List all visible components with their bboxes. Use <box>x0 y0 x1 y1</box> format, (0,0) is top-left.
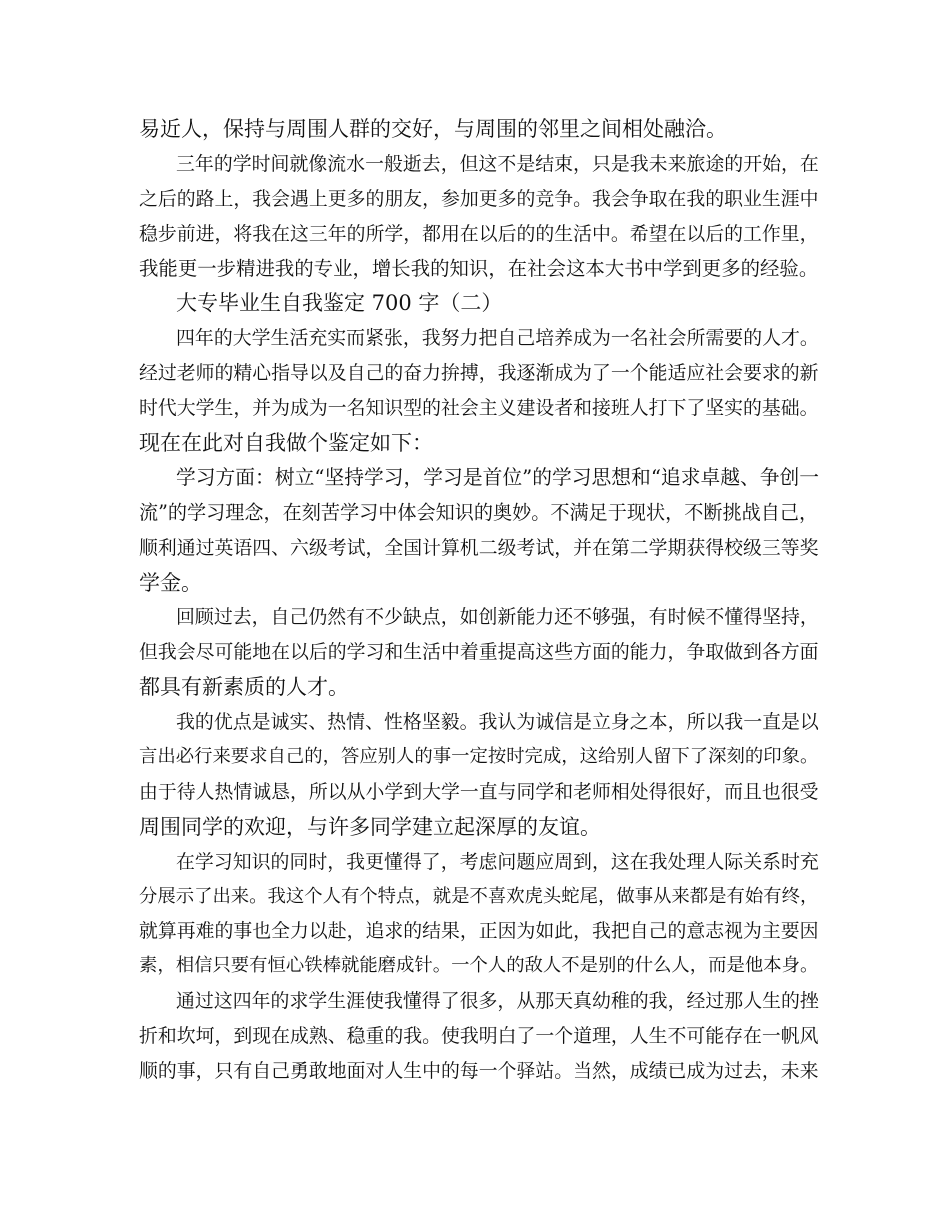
text-line: 言出必行来要求自己的，答应别人的事一定按时完成，这给别人留下了深刻的印象。 <box>139 746 819 768</box>
text-line: 素，相信只要有恒心铁棒就能磨成针。一个人的敌人不是别的什么人，而是他本身。 <box>139 955 819 977</box>
text-line: 周围同学的欢迎，与许多同学建立起深厚的友谊。 <box>139 814 601 839</box>
text-line: 就算再难的事也全力以赴，追求的结果，正因为如此，我把自己的意志视为主要因 <box>139 920 819 943</box>
text-line: 顺利通过英语四、六级考试，全国计算机二级考试，并在第二学期获得校级三等奖 <box>139 536 819 559</box>
text-line: 易近人，保持与周围人群的交好，与周围的邻里之间相处融洽。 <box>139 117 727 141</box>
text-line: 都具有新素质的人才。 <box>139 675 349 700</box>
text-line: 流”的学习理念，在刻苦学习中体会知识的奥妙。不满足于现状，不断挑战自己， <box>139 500 819 524</box>
text-line: 在学习知识的同时，我更懂得了，考虑问题应周到，这在我处理人际关系时充 <box>176 850 819 873</box>
text-line: 通过这四年的求学生涯使我懂得了很多，从那天真幼稚的我，经过那人生的挫 <box>176 990 819 1013</box>
text-line: 之后的路上，我会遇上更多的朋友，参加更多的竞争。我会争取在我的职业生涯中 <box>139 187 819 210</box>
text-line: 回顾过去，自己仍然有不少缺点，如创新能力还不够强，有时候不懂得坚持， <box>176 606 819 629</box>
document-body-text <box>139 112 819 1089</box>
text-line: 三年的学时间就像流水一般逝去，但这不是结束，只是我未来旅途的开始，在 <box>176 152 819 175</box>
text-line: 顺的事，只有自己勇敢地面对人生中的每一个驿站。当然，成绩已成为过去，未来 <box>139 1060 819 1083</box>
text-line: 我的优点是诚实、热情、性格坚毅。我认为诚信是立身之本，所以我一直是以 <box>176 711 819 734</box>
text-line: 现在在此对自我做个鉴定如下： <box>139 431 433 456</box>
text-line: 我能更一步精进我的专业，增长我的知识，在社会这本大书中学到更多的经验。 <box>139 256 819 280</box>
text-line: 但我会尽可能地在以后的学习和生活中着重提高这些方面的能力，争取做到各方面 <box>139 641 819 664</box>
text-line: 学习方面：树立“坚持学习，学习是首位”的学习思想和“追求卓越、争创一 <box>176 465 820 489</box>
text-line: 折和坎坷，到现在成熟、稳重的我。使我明白了一个道理，人生不可能存在一帆风 <box>139 1025 819 1048</box>
text-line: 学金。 <box>139 570 202 595</box>
text-line: 稳步前进，将我在这三年的所学，都用在以后的的生活中。希望在以后的工作里， <box>139 222 819 245</box>
text-line: 经过老师的精心指导以及自己的奋力拚搏，我逐渐成为了一个能适应社会要求的新 <box>139 362 819 385</box>
text-line: 由于待人热情诚恳，所以从小学到大学一直与同学和老师相处得很好，而且也很受 <box>139 780 819 803</box>
text-line: 大专毕业生自我鉴定 700 字（二） <box>176 291 503 316</box>
text-line: 分展示了出来。我这个人有个特点，就是不喜欢虎头蛇尾，做事从来都是有始有终， <box>139 885 819 907</box>
text-line: 时代大学生，并为成为一名知识型的社会主义建设者和接班人打下了坚实的基础。 <box>139 397 819 420</box>
text-line: 四年的大学生活充实而紧张，我努力把自己培养成为一名社会所需要的人才。 <box>176 327 819 350</box>
